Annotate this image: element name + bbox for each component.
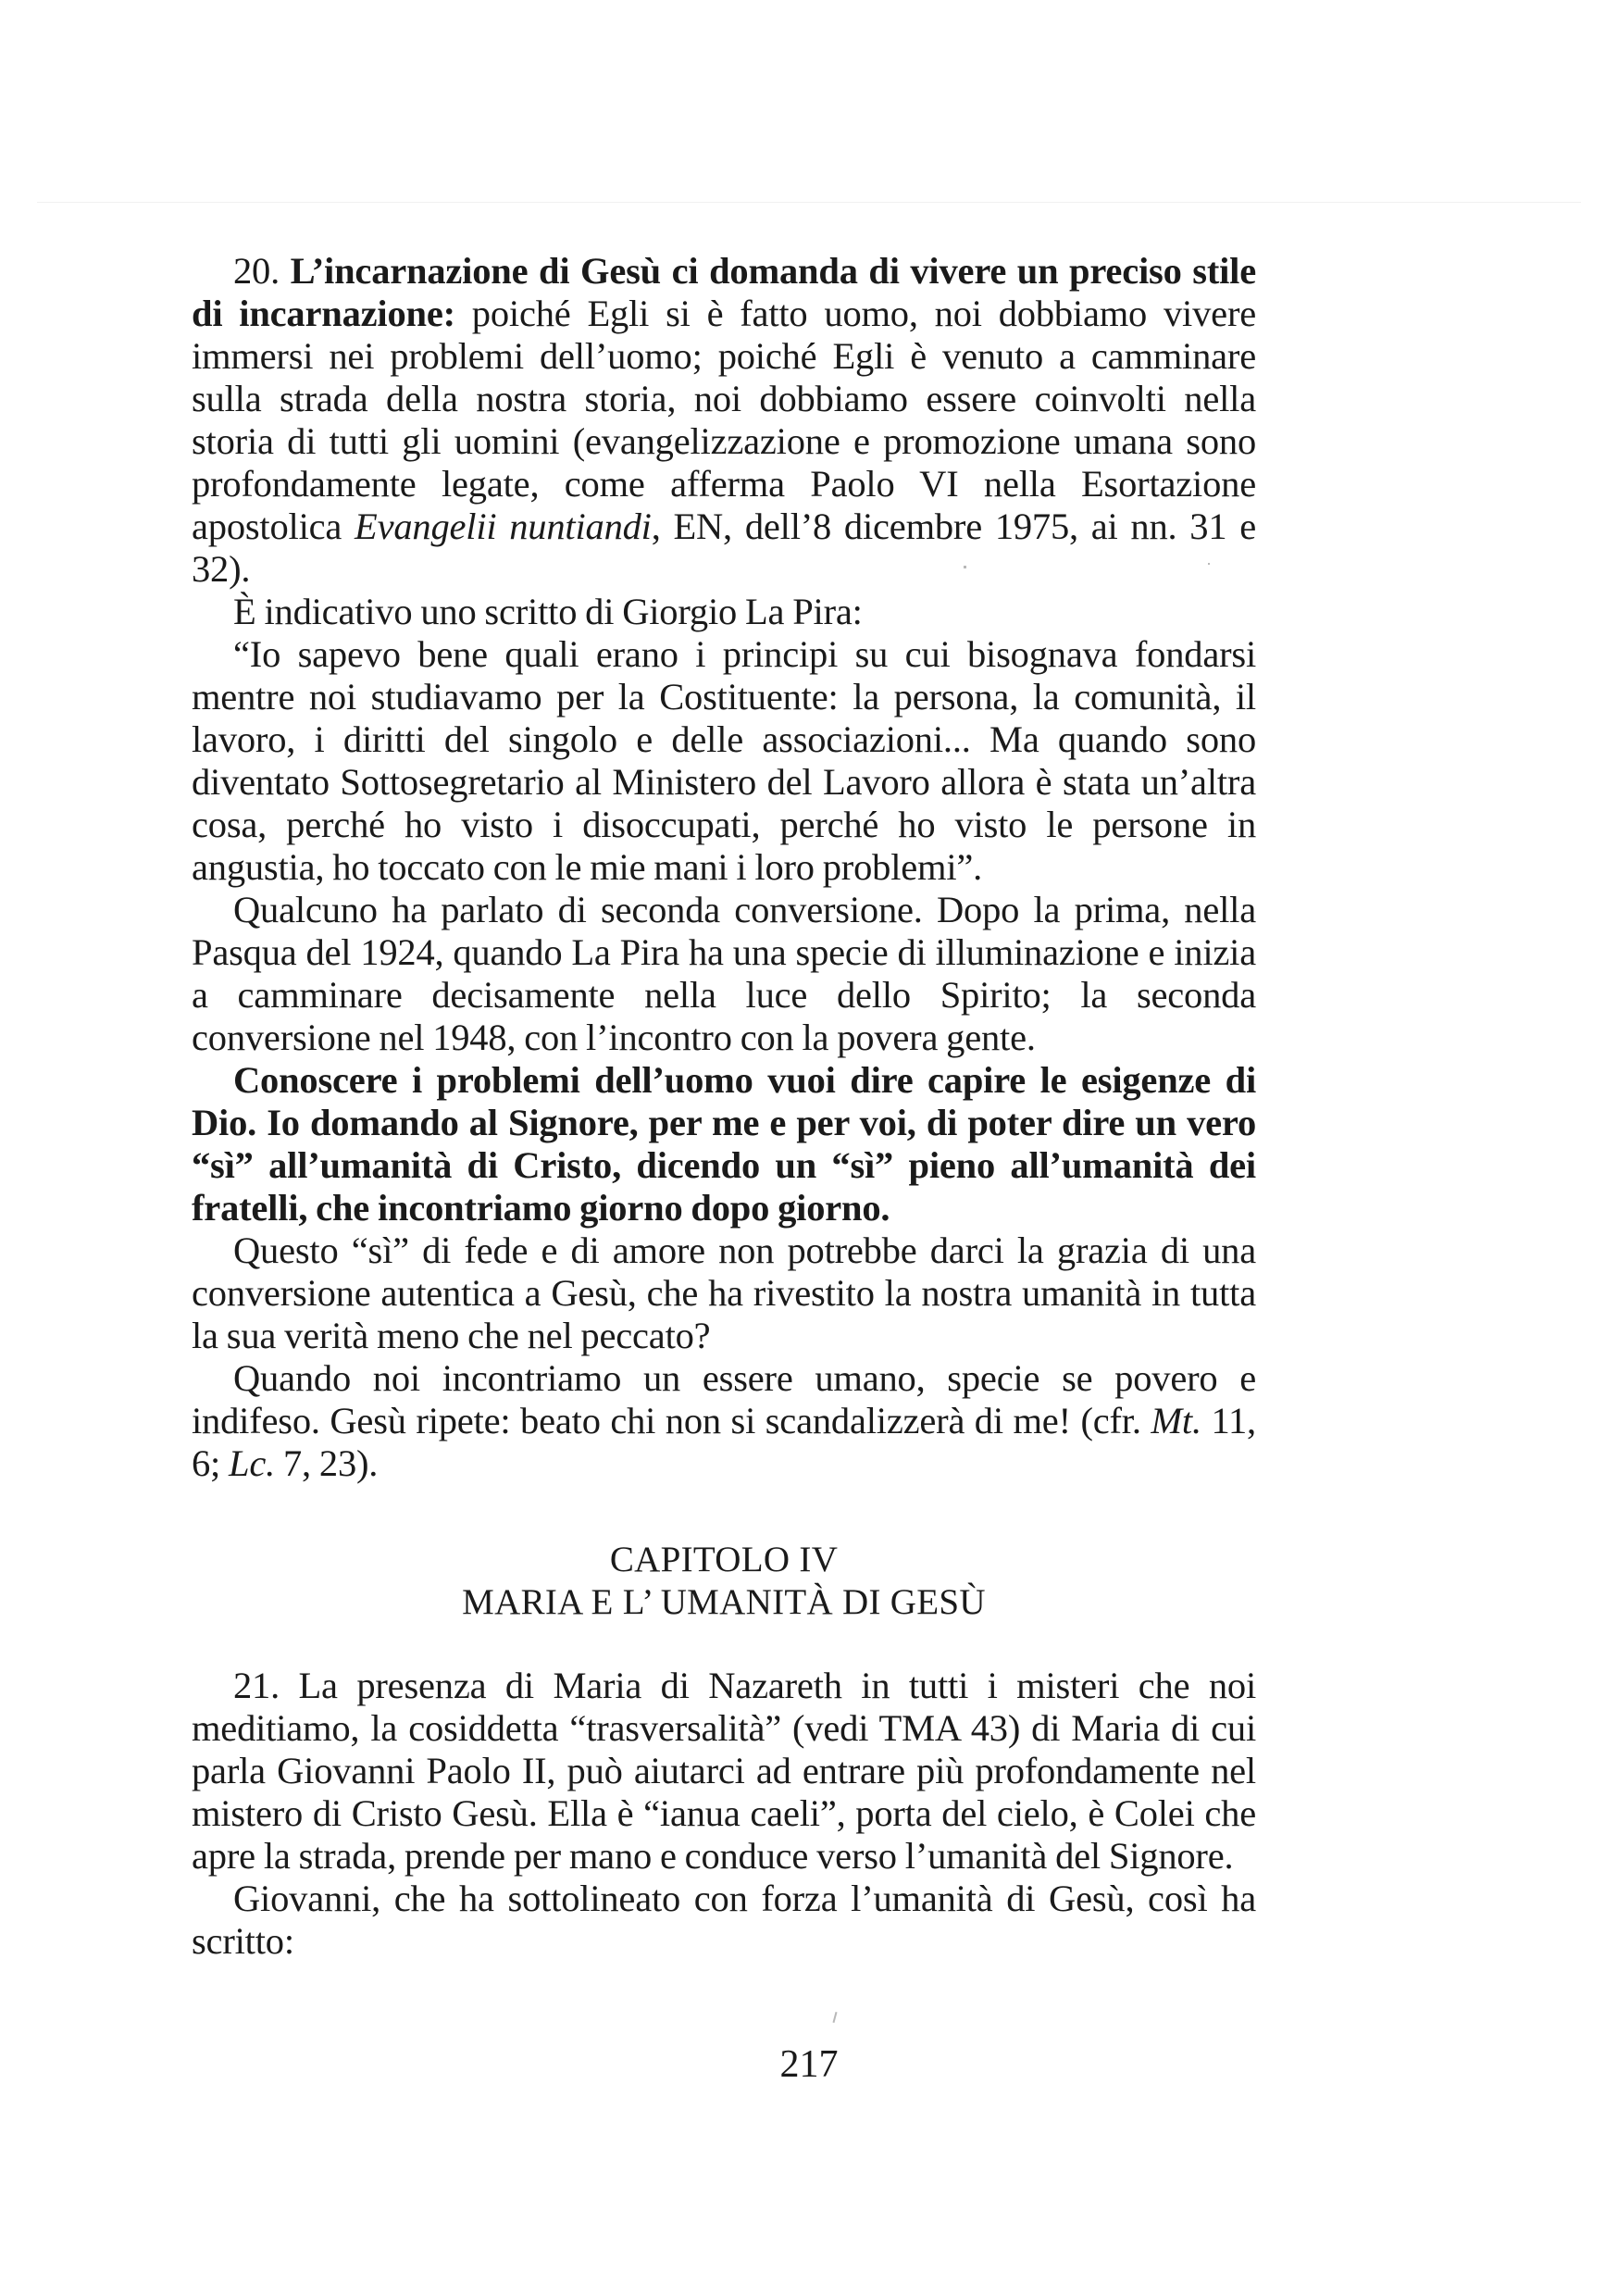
reference-luke-verse: 7, 23).	[275, 1442, 379, 1484]
scan-speck	[1208, 563, 1210, 565]
section-20	[192, 250, 1256, 1485]
quote-intro: È indicativo uno scritto di Giorgio La Pira:	[233, 591, 863, 632]
section-20-heading: L’incarnazione di Gesù ci domanda di vivere un preciso stile di incarnazione:	[192, 250, 1256, 334]
reference-matthew-verse: 11, 6;	[192, 1400, 1256, 1484]
section-21	[192, 1665, 1256, 1963]
scan-top-edge	[37, 202, 1581, 203]
reference-matthew: Mt.	[1151, 1400, 1201, 1441]
scan-speck	[832, 2012, 837, 2023]
chapter-heading	[192, 1539, 1256, 1624]
section-20-paragraph	[192, 250, 1256, 591]
section-20-body-end: , EN, dell’8 dicembre 1975, ai nn. 31 e 32).	[192, 505, 1256, 590]
closing-paragraph	[192, 1357, 1256, 1485]
conversion-paragraph: Qualcuno ha parlato di seconda conversione. Dopo la prima, nella Pasqua del 1924, quando La Pira ha una specie di illuminazione e inizia a camminare decisamente nella luce dello Spirito; la seconda conversione nel 1948, con l’incontro con la povera gente.	[192, 889, 1256, 1058]
scan-speck	[964, 566, 966, 568]
la-pira-quote: “Io sapevo bene quali erano i principi su cui bisognava fondarsi mentre noi studiavamo per la Costituente: la persona, la comunità, il lavoro, i diritti del singolo e delle associazioni... Ma quando sono diventato Sottosegretario al Ministero del Lavoro allora è stata un’altra cosa, perché ho visto i disoccupati, perché ho visto le persone in angustia, ho toccato con le mie mani i loro problemi”.	[192, 633, 1256, 888]
question-paragraph: Questo “sì” di fede e di amore non potrebbe darci la grazia di una conversione autentica a Gesù, che ha rivestito la nostra umanità in tutta la sua verità meno che nel peccato?	[192, 1229, 1256, 1356]
chapter-number: CAPITOLO IV	[609, 1540, 839, 1579]
page-body	[192, 250, 1256, 1963]
section-21-paragraph-2: Giovanni, che ha sottolineato con forza l’umanità di Gesù, così ha scritto:	[192, 1878, 1256, 1962]
document-title: Evangelii nuntiandi	[355, 505, 652, 547]
bold-paragraph: Conoscere i problemi dell’uomo vuoi dire capire le esigenze di Dio. Io domando al Signore, per me e per voi, di poter dire un vero “sì” all’umanità di Cristo, dicendo un “sì” pieno all’umanità dei fratelli, che incontriamo giorno dopo giorno.	[192, 1059, 1256, 1229]
section-20-body: poiché Egli si è fatto uomo, noi dobbiamo vivere immersi nei problemi dell’uomo; poiché Egli è venuto a camminare sulla strada della nostra storia, noi dobbiamo essere coinvolti nella storia di tutti gli uomini (evangelizzazione e promozione umana sono profondamente legate, come afferma Paolo VI nella Esortazione apostolica	[192, 293, 1257, 547]
closing-text: Quando noi incontriamo un essere umano, specie se povero e indifeso. Gesù ripete: beato chi non si scandalizzerà di me! (cfr.	[192, 1357, 1256, 1441]
page-number: 217	[779, 2043, 839, 2086]
section-21-paragraph-1: 21. La presenza di Maria di Nazareth in tutti i misteri che noi meditiamo, la cosiddetta “trasversalità” (vedi TMA 43) di Maria di cui parla Giovanni Paolo II, può aiutarci ad entrare più profondamente nel mistero di Cristo Gesù. Ella è “ianua caeli”, porta del cielo, è Colei che apre la strada, prende per mano e conduce verso l’umanità del Signore.	[192, 1665, 1256, 1877]
section-20-number: 20.	[233, 250, 280, 292]
chapter-title: MARIA E L’ UMANITÀ DI GESÙ	[462, 1582, 986, 1622]
reference-luke: Lc.	[229, 1442, 276, 1484]
